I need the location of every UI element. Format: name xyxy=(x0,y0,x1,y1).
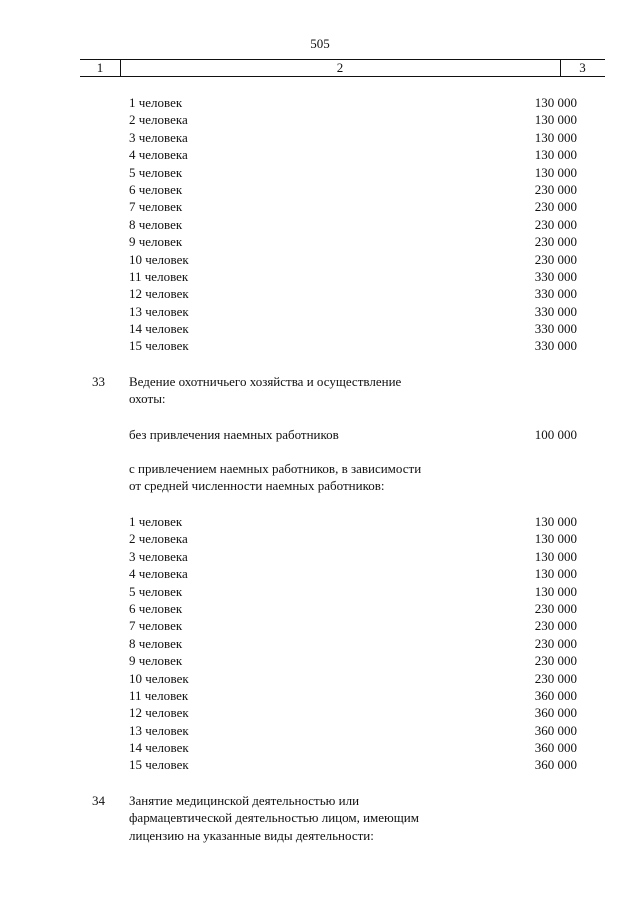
amount-value: 130 000 xyxy=(534,129,577,145)
table-row xyxy=(0,722,640,739)
headcount-label: 12 человек xyxy=(129,705,189,721)
item-number: 33 xyxy=(92,374,105,389)
headcount-label: 14 человек xyxy=(129,740,189,756)
amount-value: 330 000 xyxy=(534,286,577,302)
amount-value: 330 000 xyxy=(534,321,577,337)
with-workers-line: от средней численности наемных работников: xyxy=(129,478,385,494)
headcount-label: 14 человек xyxy=(129,321,189,337)
amount-value: 330 000 xyxy=(534,268,577,284)
with-workers-text xyxy=(129,460,421,495)
table-row xyxy=(0,583,640,600)
table-row xyxy=(0,652,640,669)
table-header xyxy=(80,59,605,77)
amount-value: 130 000 xyxy=(534,531,577,547)
headcount-label: 3 человека xyxy=(129,548,188,564)
table-row xyxy=(0,337,640,354)
table-row xyxy=(0,251,640,268)
table-row xyxy=(0,94,640,111)
table-row xyxy=(0,600,640,617)
amount-value: 230 000 xyxy=(534,181,577,197)
table-row xyxy=(0,268,640,285)
item-title-line: лицензию на указанные виды деятельности: xyxy=(129,827,374,843)
headcount-label: 5 человек xyxy=(129,164,183,180)
headcount-label: 8 человек xyxy=(129,216,183,232)
table-row xyxy=(0,146,640,163)
headcount-label: 8 человек xyxy=(129,635,183,651)
amount-value: 130 000 xyxy=(534,583,577,599)
table-row xyxy=(0,548,640,565)
headcount-label: 1 человек xyxy=(129,514,183,529)
amount-value: 330 000 xyxy=(534,303,577,319)
amount-value: 360 000 xyxy=(534,757,577,773)
amount-value: 130 000 xyxy=(534,514,577,529)
headcount-list-a xyxy=(0,94,640,355)
headcount-label: 3 человека xyxy=(129,129,188,145)
item-title-line: Ведение охотничьего хозяйства и осуществление xyxy=(129,374,402,389)
no-workers-label: без привлечения наемных работников xyxy=(129,427,339,442)
amount-value: 130 000 xyxy=(534,147,577,163)
item-title-line: Занятие медицинской деятельностью или xyxy=(129,793,360,808)
item-title xyxy=(129,792,489,844)
header-col-1: 1 xyxy=(80,60,121,76)
table-row xyxy=(0,704,640,721)
table-row xyxy=(0,687,640,704)
amount-value: 230 000 xyxy=(534,251,577,267)
table-row xyxy=(0,111,640,128)
headcount-label: 9 человек xyxy=(129,653,183,669)
headcount-label: 6 человек xyxy=(129,600,183,616)
table-row xyxy=(0,670,640,687)
headcount-label: 11 человек xyxy=(129,268,189,284)
table-row xyxy=(0,617,640,634)
amount-value: 130 000 xyxy=(534,112,577,128)
headcount-label: 5 человек xyxy=(129,583,183,599)
headcount-label: 13 человек xyxy=(129,722,189,738)
headcount-label: 9 человек xyxy=(129,234,183,250)
item-number: 34 xyxy=(92,793,105,808)
amount-value: 330 000 xyxy=(534,338,577,354)
headcount-label: 10 человек xyxy=(129,670,189,686)
table-row xyxy=(0,198,640,215)
headcount-label: 1 человек xyxy=(129,95,183,110)
amount-value: 130 000 xyxy=(534,95,577,110)
table-row xyxy=(0,181,640,198)
table-row xyxy=(0,565,640,582)
table-row xyxy=(0,756,640,773)
amount-value: 130 000 xyxy=(534,548,577,564)
headcount-label: 13 человек xyxy=(129,303,189,319)
table-row xyxy=(0,285,640,302)
amount-value: 130 000 xyxy=(534,566,577,582)
headcount-label: 12 человек xyxy=(129,286,189,302)
amount-value: 230 000 xyxy=(534,635,577,651)
headcount-label: 4 человека xyxy=(129,147,188,163)
table-row xyxy=(0,530,640,547)
amount-value: 230 000 xyxy=(534,216,577,232)
amount-value: 230 000 xyxy=(534,600,577,616)
headcount-list-b xyxy=(0,513,640,774)
headcount-label: 7 человек xyxy=(129,618,183,634)
page-number: 505 xyxy=(310,36,330,51)
table-row xyxy=(0,233,640,250)
amount-value: 230 000 xyxy=(534,618,577,634)
no-workers-value: 100 000 xyxy=(534,427,577,442)
headcount-label: 11 человек xyxy=(129,687,189,703)
amount-value: 230 000 xyxy=(534,653,577,669)
amount-value: 230 000 xyxy=(534,199,577,215)
headcount-label: 2 человека xyxy=(129,531,188,547)
table-row xyxy=(0,164,640,181)
headcount-label: 4 человека xyxy=(129,566,188,582)
table-row xyxy=(0,635,640,652)
amount-value: 360 000 xyxy=(534,740,577,756)
table-row xyxy=(0,513,640,530)
item-title-line: фармацевтической деятельностью лицом, имеющим xyxy=(129,810,419,826)
amount-value: 360 000 xyxy=(534,687,577,703)
header-col-3: 3 xyxy=(579,60,586,75)
headcount-label: 15 человек xyxy=(129,338,189,354)
table-row xyxy=(0,129,640,146)
amount-value: 230 000 xyxy=(534,670,577,686)
item-title xyxy=(129,373,489,408)
headcount-label: 6 человек xyxy=(129,181,183,197)
amount-value: 130 000 xyxy=(534,164,577,180)
amount-value: 230 000 xyxy=(534,234,577,250)
headcount-label: 2 человека xyxy=(129,112,188,128)
item-title-line: охоты: xyxy=(129,391,166,407)
amount-value: 360 000 xyxy=(534,722,577,738)
headcount-label: 7 человек xyxy=(129,199,183,215)
table-row xyxy=(0,739,640,756)
headcount-label: 10 человек xyxy=(129,251,189,267)
with-workers-line: с привлечением наемных работников, в зависимости xyxy=(129,461,422,476)
table-row xyxy=(0,216,640,233)
table-row xyxy=(0,320,640,337)
header-col-2: 2 xyxy=(120,60,561,76)
headcount-label: 15 человек xyxy=(129,757,189,773)
amount-value: 360 000 xyxy=(534,705,577,721)
table-row xyxy=(0,303,640,320)
